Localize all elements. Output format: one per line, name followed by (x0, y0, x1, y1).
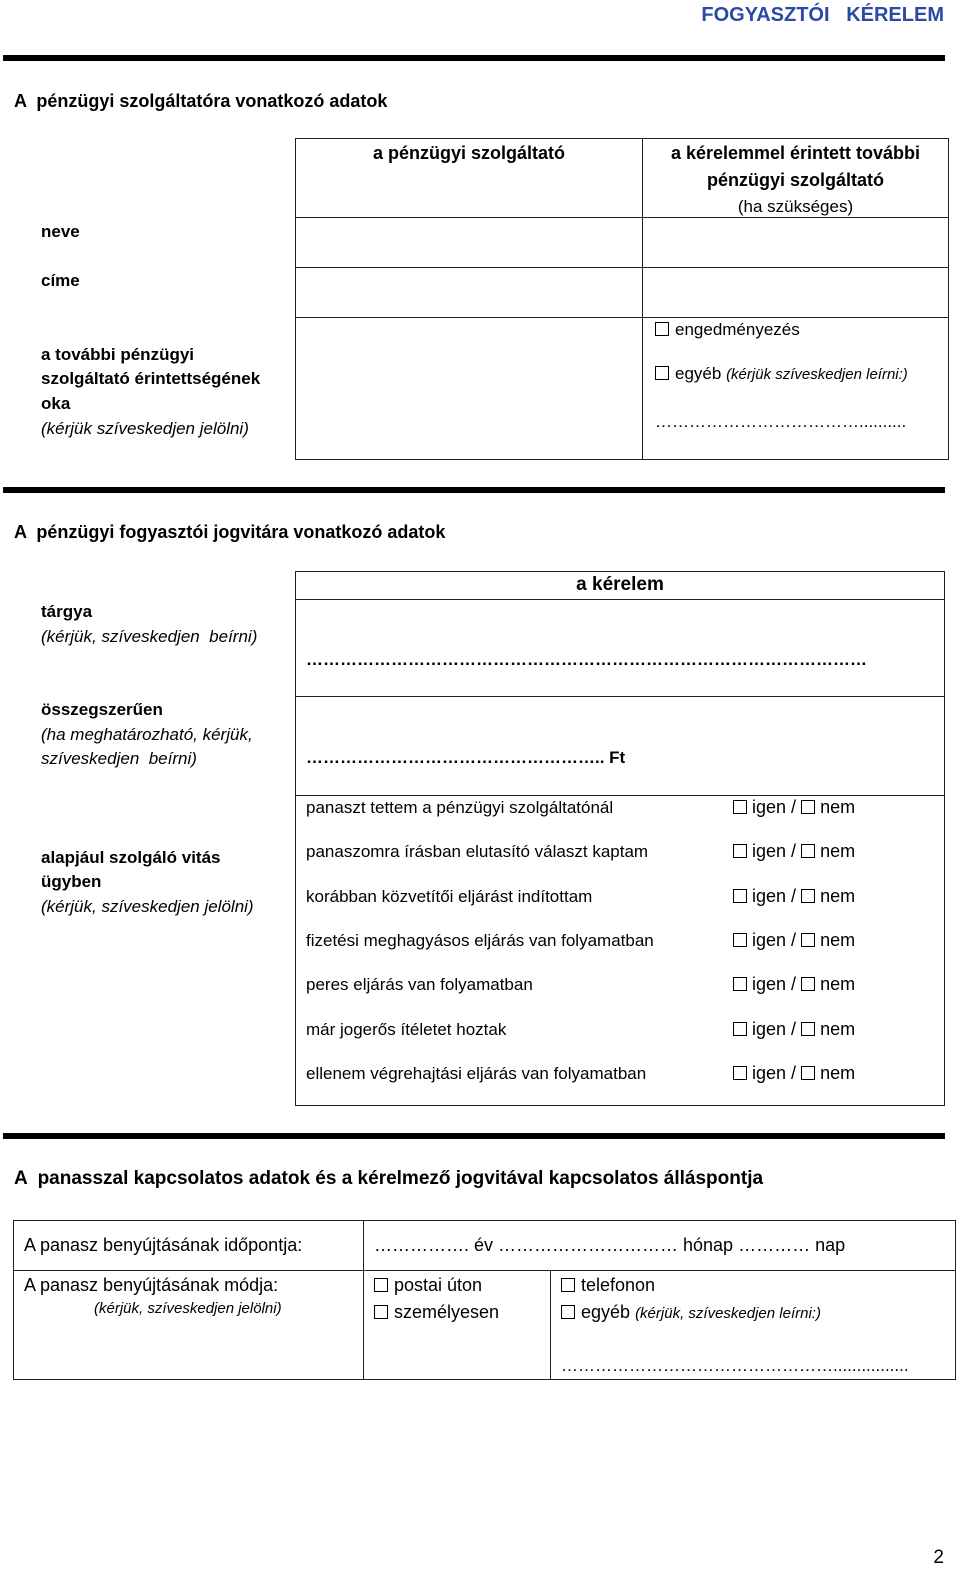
yes-label: igen (752, 1019, 787, 1039)
s2-subject-note: (kérjük, szíveskedjen beírni) (41, 627, 258, 646)
separator: / (791, 886, 797, 906)
checkbox-icon[interactable] (561, 1305, 575, 1319)
yes-no-choice (733, 1019, 855, 1040)
checkbox-icon[interactable] (733, 933, 747, 947)
section2-rule (3, 1133, 945, 1139)
s2-subject-label: tárgya (41, 602, 93, 621)
checkbox-icon[interactable] (655, 366, 669, 380)
s1-col2-header-line2: pénzügyi szolgáltató (706, 170, 884, 190)
checkbox-icon[interactable] (801, 844, 815, 858)
other-label: egyéb (581, 1302, 631, 1322)
personal-label: személyesen (394, 1302, 500, 1322)
no-label: nem (820, 930, 856, 950)
top-rule (3, 55, 945, 61)
yes-no-choice (733, 930, 855, 951)
yes-label: igen (752, 1063, 787, 1083)
page-number: 2 (933, 1547, 944, 1568)
s1-row-name: neve (41, 222, 80, 241)
no-label: nem (820, 1019, 856, 1039)
separator: / (791, 974, 797, 994)
s1-row-reason-line2: szolgáltató érintettségének (41, 369, 261, 388)
s1-option-assignment[interactable] (655, 320, 800, 340)
s1-row-reason-line3: oka (41, 394, 71, 413)
question-text: panaszomra írásban elutasító választ kaptam (306, 842, 649, 861)
checkbox-icon[interactable] (374, 1278, 388, 1292)
yes-no-choice (733, 797, 855, 818)
form-title: FOGYASZTÓI KÉRELEM (701, 4, 944, 26)
checkbox-icon[interactable] (801, 1066, 815, 1080)
s1-col1-header: a pénzügyi szolgáltató (372, 143, 566, 163)
s1-row-reason-note: (kérjük szíveskedjen jelölni) (41, 419, 249, 438)
checkbox-icon[interactable] (733, 1066, 747, 1080)
s2-subject-dots[interactable]: ……………………………………………………………………………………… (306, 650, 867, 669)
s1-name-col1[interactable] (295, 217, 643, 268)
checkbox-icon[interactable] (801, 933, 815, 947)
s3-opt-post[interactable] (374, 1275, 482, 1296)
checkbox-icon[interactable] (655, 322, 669, 336)
s2-subject-cell[interactable] (295, 599, 945, 697)
checkbox-icon[interactable] (733, 889, 747, 903)
s3-date-value[interactable]: ……………. év ………………………… hónap ………… nap (374, 1235, 846, 1255)
yes-no-choice (733, 886, 855, 907)
s3-method-label: A panasz benyújtásának módja: (24, 1275, 279, 1295)
s3-other-dots[interactable]: …………………………………………................ (561, 1356, 909, 1375)
no-label: nem (820, 1063, 856, 1083)
s1-col2-header-line1: a kérelemmel érintett további (670, 143, 921, 163)
checkbox-icon[interactable] (801, 1022, 815, 1036)
yes-no-choice (733, 974, 855, 995)
separator: / (791, 1063, 797, 1083)
question-text: fizetési meghagyásos eljárás van folyamatban (306, 931, 654, 950)
s1-row-address: címe (41, 271, 80, 290)
separator: / (791, 930, 797, 950)
s2-request-header: a kérelem (576, 574, 664, 595)
s2-amount-value[interactable]: …………………………………………….. Ft (306, 748, 626, 767)
s2-amount-note-line2: szíveskedjen beírni) (41, 749, 197, 768)
phone-label: telefonon (581, 1275, 656, 1295)
s3-opt-phone[interactable] (561, 1275, 655, 1296)
other-label: egyéb (675, 364, 722, 383)
s1-col2-header-note: (ha szükséges) (737, 197, 854, 216)
section1-rule (3, 487, 945, 493)
section3-title: A panasszal kapcsolatos adatok és a kérelmező jogvitával kapcsolatos álláspontja (14, 1168, 764, 1189)
yes-no-choice (733, 1063, 855, 1084)
s2-amount-cell[interactable] (295, 696, 945, 796)
separator: / (791, 841, 797, 861)
post-label: postai úton (394, 1275, 483, 1295)
s3-opt-other[interactable] (561, 1302, 821, 1323)
section1-title: A pénzügyi szolgáltatóra vonatkozó adatok (14, 91, 388, 111)
checkbox-icon[interactable] (733, 977, 747, 991)
yes-label: igen (752, 974, 787, 994)
question-text: panaszt tettem a pénzügyi szolgáltatónál (306, 798, 614, 817)
s2-basis-label-line2: ügyben (41, 872, 102, 891)
s1-option-other[interactable] (655, 364, 908, 384)
yes-label: igen (752, 886, 787, 906)
no-label: nem (820, 841, 856, 861)
yes-label: igen (752, 930, 787, 950)
question-text: peres eljárás van folyamatban (306, 975, 533, 994)
s1-address-col1[interactable] (295, 267, 643, 318)
section2-title: A pénzügyi fogyasztói jogvitára vonatkozó adatok (14, 522, 446, 542)
separator: / (791, 1019, 797, 1039)
s1-reason-col1 (295, 317, 643, 460)
s2-amount-label: összegszerűen (41, 700, 163, 719)
s3-opt-personal[interactable] (374, 1302, 499, 1323)
question-text: ellenem végrehajtási eljárás van folyamatban (306, 1064, 647, 1083)
s1-row-reason-line1: a további pénzügyi (41, 345, 195, 364)
question-text: korábban közvetítői eljárást indítottam (306, 887, 593, 906)
checkbox-icon[interactable] (801, 977, 815, 991)
s1-address-col2[interactable] (642, 267, 949, 318)
separator: / (791, 797, 797, 817)
checkbox-icon[interactable] (374, 1305, 388, 1319)
s2-basis-label-line1: alapjául szolgáló vitás (41, 848, 221, 867)
s1-name-col2[interactable] (642, 217, 949, 268)
checkbox-icon[interactable] (733, 800, 747, 814)
other-note: (kérjük szíveskedjen leírni:) (726, 366, 908, 383)
no-label: nem (820, 797, 856, 817)
checkbox-icon[interactable] (561, 1278, 575, 1292)
yes-label: igen (752, 797, 787, 817)
s3-date-label: A panasz benyújtásának időpontja: (24, 1235, 303, 1255)
assignment-label: engedményezés (675, 320, 800, 339)
s2-amount-note-line1: (ha meghatározható, kérjük, (41, 725, 253, 744)
no-label: nem (820, 974, 856, 994)
yes-no-choice (733, 841, 855, 862)
s3-method-note: (kérjük, szíveskedjen jelölni) (94, 1300, 282, 1317)
question-text: már jogerős ítéletet hoztak (306, 1020, 507, 1039)
no-label: nem (820, 886, 856, 906)
checkbox-icon[interactable] (733, 844, 747, 858)
yes-label: igen (752, 841, 787, 861)
s2-basis-note: (kérjük, szíveskedjen jelölni) (41, 897, 254, 916)
checkbox-icon[interactable] (801, 889, 815, 903)
checkbox-icon[interactable] (801, 800, 815, 814)
checkbox-icon[interactable] (733, 1022, 747, 1036)
s1-other-dots[interactable]: ……………………………….......... (655, 412, 907, 431)
other-note: (kérjük, szíveskedjen leírni:) (635, 1305, 821, 1322)
